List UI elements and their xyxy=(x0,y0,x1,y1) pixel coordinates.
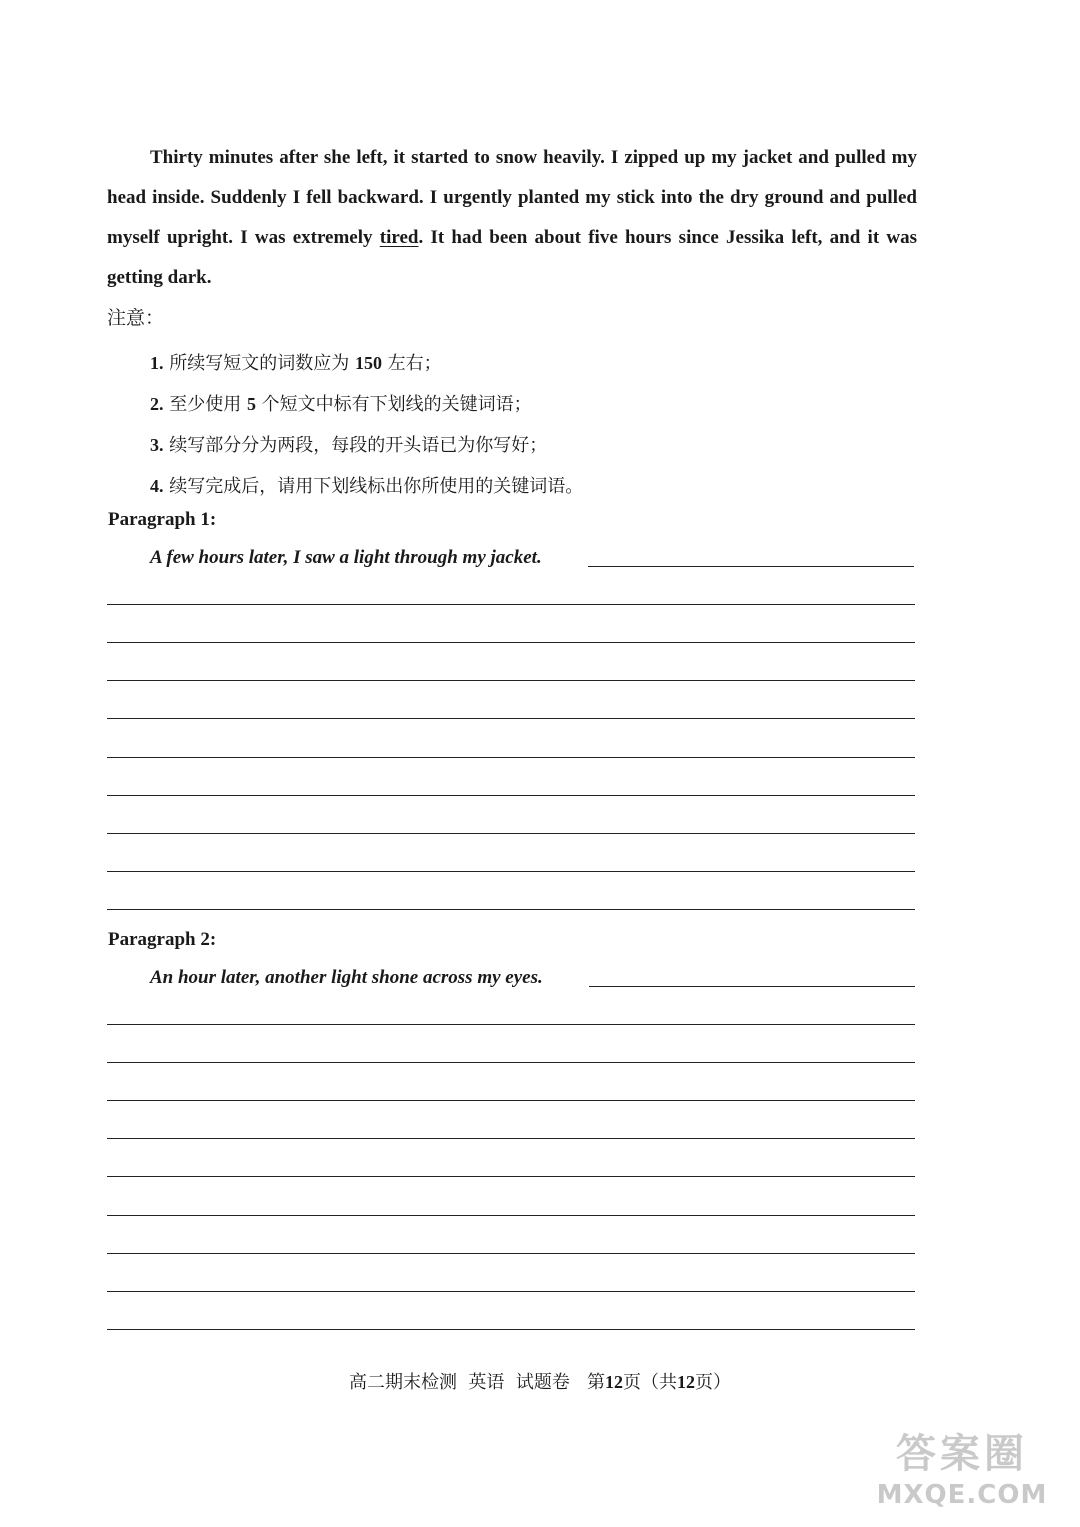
site-watermark xyxy=(862,1429,1062,1519)
footer-subject: 英语 xyxy=(468,1372,505,1393)
writing-line[interactable] xyxy=(107,604,915,605)
keyword-tired: tired xyxy=(379,227,419,248)
writing-line[interactable] xyxy=(107,1291,915,1292)
story-passage xyxy=(107,138,917,298)
paragraph-1-opening: A few hours later, I saw a light through my jacket. xyxy=(150,547,542,568)
page-footer: 高二期末检测 英语 试题卷 第12页（共12页） xyxy=(348,1372,732,1393)
writing-line[interactable] xyxy=(107,1215,915,1216)
writing-line[interactable] xyxy=(107,1138,915,1139)
watermark-logo-text: 答案圈 xyxy=(896,1431,1028,1477)
footer-page-number: 12 xyxy=(605,1372,624,1392)
paragraph-1-title: Paragraph 1: xyxy=(108,509,217,530)
footer-exam: 高二期末检测 xyxy=(348,1372,457,1393)
notice-item-4: 4. 续写完成后，请用下划线标出你所使用的关键词语。 xyxy=(150,476,584,497)
footer-page-total: 12 xyxy=(677,1372,696,1392)
writing-line[interactable] xyxy=(107,871,915,872)
writing-line[interactable] xyxy=(107,795,915,796)
writing-line[interactable] xyxy=(107,1024,915,1025)
notice-list xyxy=(150,343,910,507)
footer-paper: 试题卷 xyxy=(515,1372,570,1393)
writing-line[interactable] xyxy=(107,1176,915,1177)
paragraph-2-opening-blank[interactable] xyxy=(589,986,915,987)
writing-line[interactable] xyxy=(107,1253,915,1254)
writing-line[interactable] xyxy=(107,718,915,719)
writing-line[interactable] xyxy=(107,1329,915,1330)
notice-item-2: 2. 至少使用 5 个短文中标有下划线的关键词语； xyxy=(150,394,532,415)
notice-title: 注意： xyxy=(107,307,165,329)
writing-line[interactable] xyxy=(107,757,915,758)
passage-text-1: Thirty minutes after she left, it started to snow heavily. I zipped up my jacket and pulled my head inside. Suddenly I fell backward. I urgently planted my stick into the dry ground and pulled myself upright. I was extremely xyxy=(107,147,917,248)
paragraph-1-opening-blank[interactable] xyxy=(588,566,914,567)
writing-line[interactable] xyxy=(107,680,915,681)
writing-line[interactable] xyxy=(107,1100,915,1101)
writing-line[interactable] xyxy=(107,909,915,910)
passage-text-2: . It had been about five hours since Jessika left, and it was getting dark. xyxy=(107,227,917,288)
paragraph-2-opening: An hour later, another light shone across my eyes. xyxy=(150,967,543,988)
notice-item-3: 3. 续写部分分为两段，每段的开头语已为你写好； xyxy=(150,435,548,456)
watermark-url: MXQE.COM xyxy=(876,1480,1048,1510)
writing-line[interactable] xyxy=(107,642,915,643)
paragraph-2-title: Paragraph 2: xyxy=(108,929,217,950)
notice-item-1: 1. 所续写短文的词数应为 150 左右； xyxy=(150,353,442,374)
writing-line[interactable] xyxy=(107,833,915,834)
writing-line[interactable] xyxy=(107,1062,915,1063)
